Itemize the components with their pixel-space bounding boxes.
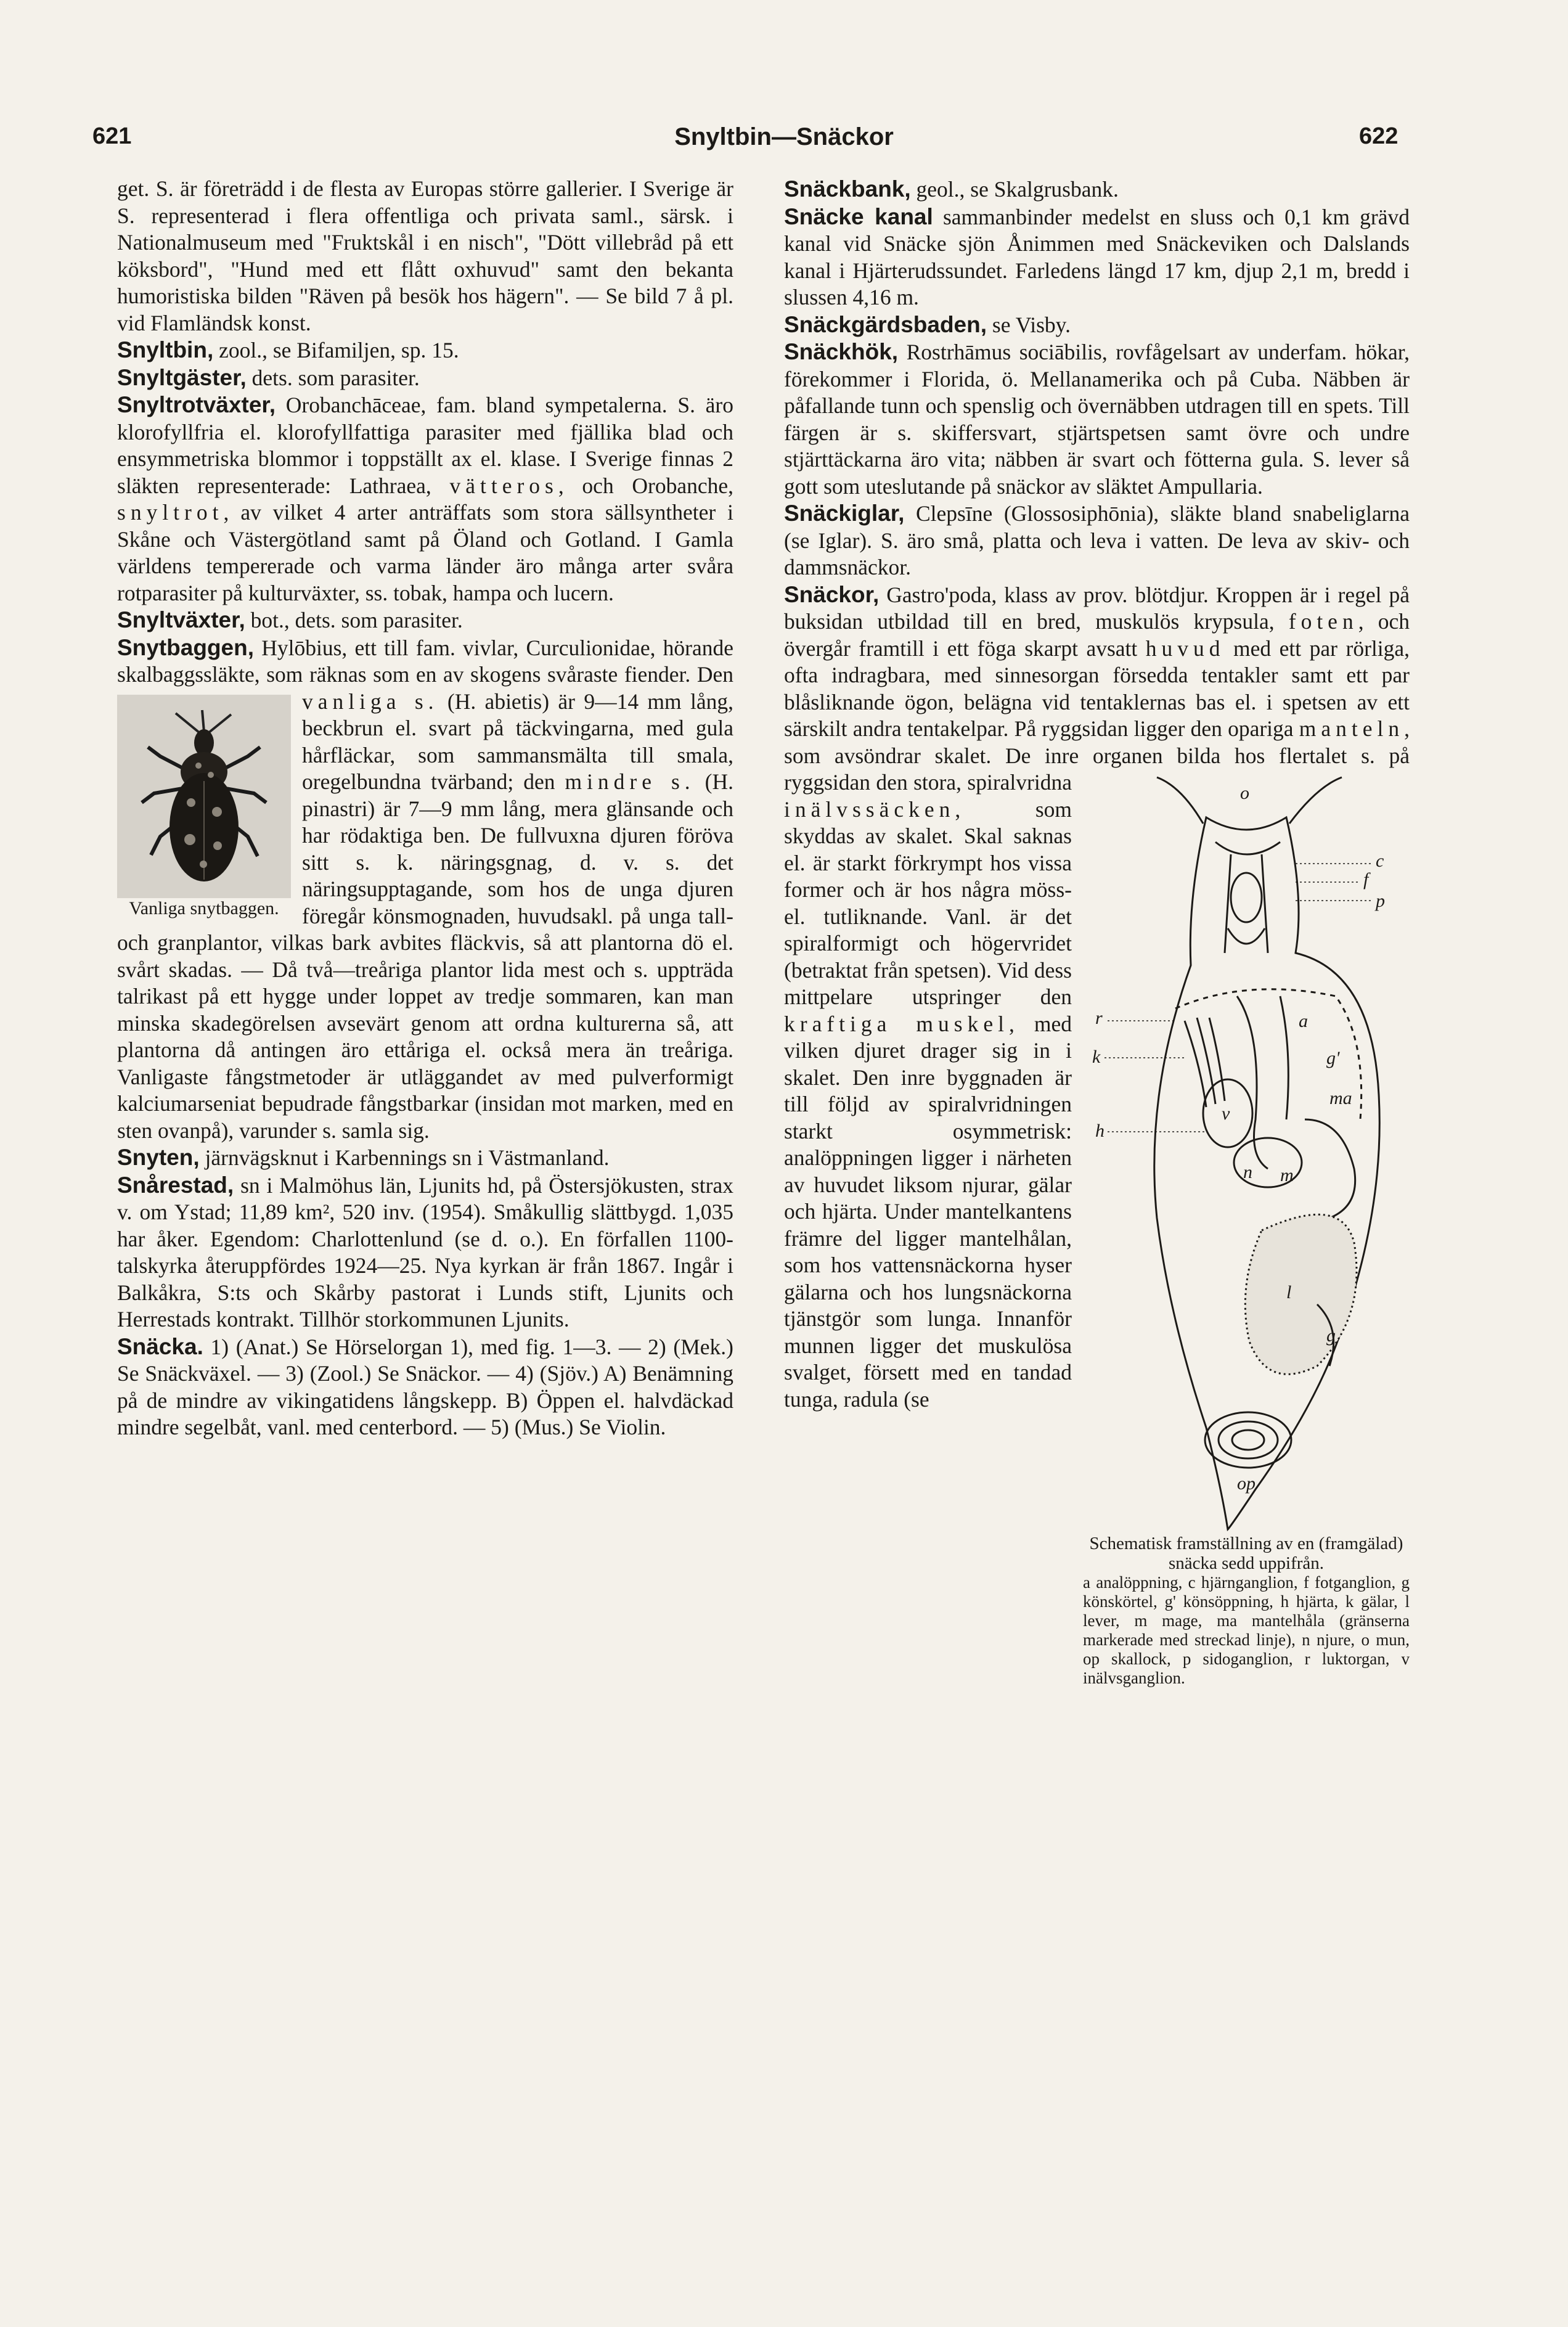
label-op: op: [1237, 1473, 1256, 1494]
entry-text: geol., se Skalgrusbank.: [910, 177, 1119, 202]
headword: Snårestad,: [117, 1172, 234, 1198]
entry-snytbaggen: [117, 634, 733, 1145]
entry-snackgardsbaden: [784, 311, 1410, 339]
entry-snarestad: [117, 1172, 733, 1333]
page-number-left: 621: [92, 123, 132, 149]
snail-caption-title: Schematisk framställning av en (framgälad) snäcka sedd uppifrån.: [1089, 1534, 1403, 1573]
label-c: c: [1376, 851, 1384, 871]
entry-continuation: get. S. är företrädd i de flesta av Europas större gallerier. I Sverige är S. representerad i flera offentliga och privata saml., särsk. i Nationalmuseum med "Fruktskål i en nisch", "Dött villebråd på ett köksbord", "Hund med ett flått oxhuvud" samt den bekanta humoristiska bilden "Räven på besök hos hägern". — Se bild 7 å pl. vid Flamländsk konst.: [117, 176, 733, 335]
entry-snyltgaster: [117, 364, 733, 392]
headword: Snäckhök,: [784, 339, 899, 364]
label-n: n: [1243, 1162, 1252, 1182]
entry-text: 1) (Anat.) Se Hörselorgan 1), med fig. 1—3. — 2) (Mek.) Se Snäckväxel. — 3) (Zool.) Se Snäckor. — 4) (Sjöv.) A) Benämning på de mindre av vikingatidens långskepp. B) Öppen el. halvdäckad mindre segelbåt, vanl. med centerbord. — 5) (Mus.) Se Violin.: [117, 1334, 733, 1439]
tentacle-right: [1289, 777, 1342, 824]
entry-text: , med vilken djuret drager sig in i skalet. Den inre byggnaden är till följd av spiralvridningen starkt osymmetrisk: analöppningen ligger i närheten av huvudet liksom njurar, gälar och hjärta. Under mantelkantens främre del ligger mantelhålan, som hos vattensnäckorna hyser gälarna och hos lungsnäckorna tjänstgör som lunga. Innanför munnen ligger det muskulösa svalget, försett med en tandad tunga, radula (se: [784, 1011, 1072, 1412]
entry-snyten: [117, 1144, 733, 1172]
label-o: o: [1240, 783, 1249, 803]
entry-text: zool., se Bifamiljen, sp. 15.: [213, 338, 459, 362]
entry-snackbank: [784, 176, 1410, 203]
entry-text: sn i Malmöhus län, Ljunits hd, på Östersjökusten, strax v. om Ystad; 11,89 km², 520 inv. (1954). Småkullig slättbygd. 1,035 har åker. Egendom: Charlottenlund (se d. o.). En förfallen 1100-talskyrka återuppfördes 1924—25. Nya kyrkan är från 1867. Ingår i Balkåkra, S:ts och Skårby pastorat i Lunds stift, Ljunits och Herrestads kontrakt. Tillhör storkommunen Ljunits.: [117, 1172, 733, 1331]
spaced-term: inälvssäcken: [784, 796, 955, 822]
spaced-term: huvud: [1145, 636, 1225, 661]
page-number-right: 622: [1359, 123, 1399, 149]
spaced-term: vätteros: [449, 473, 558, 498]
label-l: l: [1286, 1282, 1292, 1303]
entry-text: , och Orobanche,: [558, 473, 733, 498]
label-ma: ma: [1329, 1088, 1352, 1108]
entry-text: Clepsīne (Glossosiphōnia), släkte bland snabeliglarna (se Iglar). S. äro små, platta och leva i vatten. De leva av skiv- och dammsnäckor.: [784, 501, 1410, 579]
entry-text: bot., dets. som parasiter.: [245, 608, 463, 632]
label-f: f: [1363, 869, 1369, 889]
entry-text: Orobanchāceae, fam. bland sympetalerna. S. äro klorofyllfria el. klorofyllfattiga parasiter med fjällika blad och ensymmetriska blommor i toppställt ax el. klase. I Sverige finnas 2 släkten representerade: Lathraea,: [117, 393, 733, 498]
beetle-icon: [117, 695, 291, 898]
page-header: [0, 123, 1568, 166]
entry-text: Gastro'poda, klass av prov. blötdjur. Kroppen är i regel på buksidan utbildad till en bred, muskulös krypsula,: [784, 582, 1410, 634]
entry-snacka: [117, 1333, 733, 1441]
entry-snyltrotvaxter: [117, 391, 733, 607]
spaced-term: vanliga s.: [302, 689, 439, 714]
headword: Snyten,: [117, 1145, 200, 1170]
right-column: [784, 176, 1410, 1691]
label-a: a: [1299, 1011, 1308, 1031]
entry-text: med ett par rörliga, ofta indragbara, med sinnesorgan försedda tentakler samt ett par blåsliknande ögon, belägna vid tentaklernas bas el. i spetsen av ett särskilt andra tentakelpar. På ryggsidan ligger den opariga: [784, 636, 1410, 741]
headword: Snyltgäster,: [117, 364, 247, 390]
spaced-term: snyltrot: [117, 500, 224, 525]
tentacle-left: [1157, 777, 1203, 824]
label-h: h: [1095, 1121, 1105, 1141]
headword: Snäckor,: [784, 581, 880, 607]
entry-snacke-kanal: [784, 203, 1410, 311]
entry-text: dets. som parasiter.: [246, 365, 420, 390]
snail-caption-legend: a analöppning, c hjärnganglion, f fotganglion, g könskörtel, g' könsöppning, h hjärta, k gälar, l lever, m mage, ma mantelhåla (gränserna markerade med streckad linje), n njure, o mun, op skallock, p sidoganglion, r luktorgan, v inälvsganglion.: [1083, 1573, 1410, 1687]
headword: Snyltrotväxter,: [117, 392, 276, 417]
spaced-term: foten: [1288, 609, 1358, 634]
headword: Snäckiglar,: [784, 501, 905, 526]
spaced-term: manteln: [1299, 716, 1405, 741]
entry-text: (H. pinastri) är 7—9 mm lång, mera glänsande och har rödaktiga ben. De fullvuxna djuren föröva sitt s. k. näringsgnag, d. v. s. det näringsupptagande, som hos de unga djuren föregår könsmognaden, huvudsakl. på unga tall- och granplantor, vilkas bark avbites fläckvis, så att plantorna dö el. svårt skadas. — Då två—treåriga plantor lida mest och s. uppträda talrikast på ett hygge under loppet av tredje sommaren, kan man minska skadegörelsen avsevärt genom att ordna kulturerna så, att plantorna då antingen äro ettåriga el. också mera än treåriga. Vanligaste fångstmetoder är utläggandet av med pulverformigt kalciumarseniat bepudrade fångstbarkar (insidan mot marken, med en sten ovanpå), varunder s. samla sig.: [117, 769, 733, 1143]
entry-snackhok: [784, 338, 1410, 500]
spaced-term: kraftiga muskel: [784, 1011, 1009, 1036]
headword: Snäcka.: [117, 1333, 203, 1359]
entry-text: Hylōbius, ett till fam. vivlar, Curculionidae, hörande skalbaggssläkte, som räknas som en av skogens svåraste fiender. Den: [117, 635, 733, 687]
entry-text: , av vilket 4 arter anträffats som stora sällsyntheter i Skåne och Västergötland samt på Öland och Gotland. I Gamla världens tempererade och varma länder äro många arter svåra rotparasiter på kulturväxter, ss. tobak, hampa och lucern.: [117, 500, 733, 605]
left-column: [117, 176, 733, 1441]
label-k: k: [1092, 1047, 1101, 1067]
entry-text: sammanbinder medelst en sluss och 0,1 km grävd kanal vid Snäcke sjön Ånimmen med Snäckeviken och Dalslands kanal i Hjärterudssundet. Farledens längd 17 km, djup 2,1 m, bredd i slussen 4,16 m.: [784, 204, 1410, 309]
headword: Snäckbank,: [784, 176, 911, 202]
entry-text: se Visby.: [987, 312, 1071, 337]
snail-diagram: [1083, 774, 1410, 1534]
label-r: r: [1095, 1008, 1103, 1028]
entry-snyltvaxter: [117, 607, 733, 634]
entry-snackor: [784, 581, 1410, 1687]
entry-text: (H. abietis) är 9—14 mm lång, beckbrun el. svart på täckvingarna, med gula hårfläckar, som sammansmälta till smala, oregelbundna tvärband; den: [302, 689, 733, 794]
label-g: g: [1326, 1325, 1336, 1346]
beetle-figure: [117, 695, 291, 919]
headword: Snäcke kanal: [784, 203, 933, 229]
label-p: p: [1376, 891, 1385, 911]
entry-snyltbin: [117, 337, 733, 364]
snail-figure: [1083, 774, 1410, 1688]
entry-snackiglar: [784, 500, 1410, 581]
entry-text: , och övergår framtill i ett föga skarpt avsatt: [784, 609, 1410, 661]
headword: Snyltväxter,: [117, 607, 245, 632]
headword: Snytbaggen,: [117, 634, 255, 660]
label-g-prime: g': [1326, 1048, 1340, 1068]
label-m: m: [1280, 1165, 1294, 1185]
spaced-term: mindre s.: [565, 769, 695, 794]
beetle-photo: [117, 695, 291, 898]
label-v: v: [1222, 1103, 1230, 1124]
entry-text: , som skyddas av skalet. Skal saknas el. är starkt förkrympt hos vissa former och är hos några möss- el. tutliknande. Vanl. är det spiralformigt och högervridet (betraktat från spetsen). Vid dess mittpelare utspringer den: [784, 796, 1072, 1009]
entry-text: järnvägsknut i Karbennings sn i Västmanland.: [199, 1145, 610, 1170]
snail-caption: [1083, 1534, 1410, 1688]
entry-text: Rostrhāmus sociābilis, rovfågelsart av underfam. hökar, förekommer i Florida, ö. Mellanamerika och på Cuba. Näbben är påfallande tunn och spenslig och övernäbben utdragen till en spets. Till färgen är s. skiffersvart, stjärtspetsen samt övre och undre stjärttäckarna äro vita; näbben är svart och fötterna gula. S. lever så gott som uteslutande på snäckor av släktet Ampullaria.: [784, 340, 1410, 499]
entry-text: , som avsöndrar skalet. De inre organen bilda hos flertalet s. på ryggsidan den stora, spiralvridna: [784, 716, 1410, 795]
headword: Snyltbin,: [117, 337, 214, 362]
running-title: Snyltbin—Snäckor: [674, 123, 894, 150]
beetle-caption: Vanliga snytbaggen.: [129, 898, 279, 918]
headword: Snäckgärdsbaden,: [784, 311, 987, 337]
